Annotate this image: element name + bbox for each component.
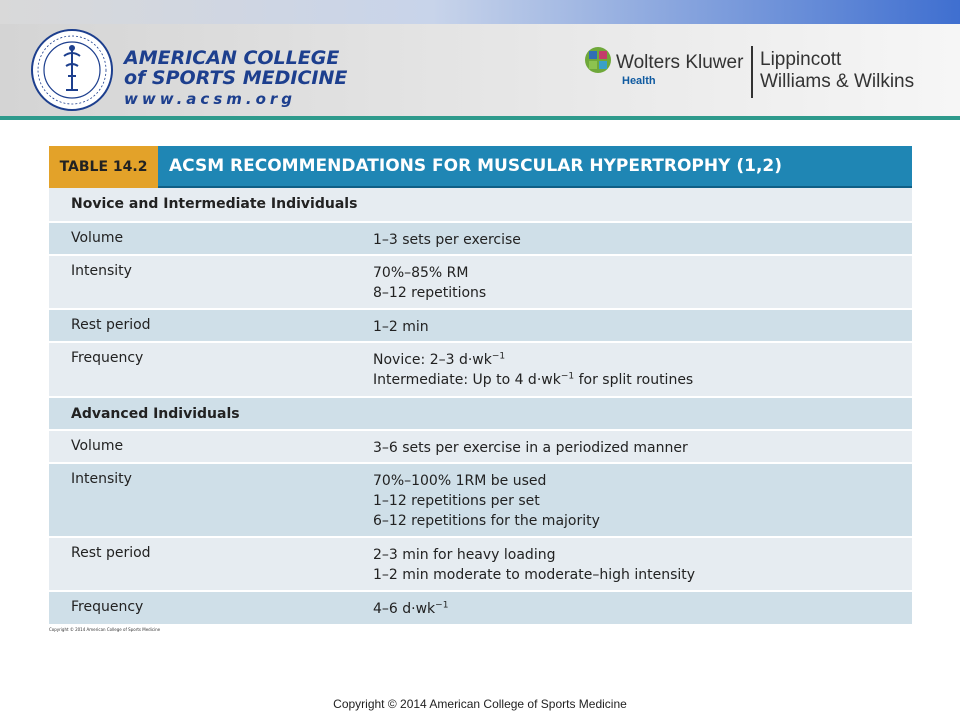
table-row xyxy=(49,254,912,308)
lww-name-line1: Lippincott xyxy=(760,49,842,70)
table-row xyxy=(49,462,912,536)
value-line: Intermediate: Up to 4 $d\cdot wk^{-1}$ for split routines xyxy=(373,371,694,388)
row-value xyxy=(373,350,693,390)
row-label: Frequency xyxy=(71,350,144,366)
acsm-name-line1: AMERICAN COLLEGE xyxy=(124,47,340,69)
recommendations-table xyxy=(49,146,912,624)
wolters-kluwer-logo-icon xyxy=(584,46,612,74)
row-value xyxy=(373,317,429,337)
section-heading: Advanced Individuals xyxy=(49,396,912,429)
value-line: 1–3 sets per exercise xyxy=(373,232,521,248)
table-copyright: Copyright © 2014 American College of Sports Medicine xyxy=(49,627,161,632)
row-label: Rest period xyxy=(71,545,151,561)
table-row xyxy=(49,221,912,254)
row-value xyxy=(373,471,600,531)
row-label: Intensity xyxy=(71,471,132,487)
value-line: 4–6 $d\cdot wk^{-1}$ xyxy=(373,600,449,617)
value-line: Novice: 2–3 $d\cdot wk^{-1}$ xyxy=(373,351,506,368)
section-heading: Novice and Intermediate Individuals xyxy=(49,188,912,221)
acsm-url: www.acsm.org xyxy=(124,90,297,108)
lww-name-line2: Williams & Wilkins xyxy=(760,71,915,92)
value-line: 3–6 sets per exercise in a periodized manner xyxy=(373,440,688,456)
row-value xyxy=(373,438,688,458)
row-label: Intensity xyxy=(71,263,132,279)
row-value xyxy=(373,545,695,585)
acsm-name-line2: of SPORTS MEDICINE xyxy=(124,67,348,89)
table-row xyxy=(49,536,912,590)
value-line: 1–2 min moderate to moderate–high intensity xyxy=(373,567,696,583)
slide-footer-copyright: Copyright © 2014 American College of Sports Medicine xyxy=(333,697,627,711)
value-line: 70%–85% RM xyxy=(373,265,469,281)
value-line: 1–2 min xyxy=(373,319,429,335)
table-row xyxy=(49,590,912,624)
table-header xyxy=(49,146,912,188)
acsm-seal-icon xyxy=(30,28,114,112)
acsm-wordmark xyxy=(124,47,348,108)
value-line: 1–12 repetitions per set xyxy=(373,493,540,509)
wolters-kluwer-name: Wolters Kluwer xyxy=(616,52,744,73)
value-line: 70%–100% 1RM be used xyxy=(373,473,547,489)
row-label: Frequency xyxy=(71,599,144,615)
row-value xyxy=(373,230,521,250)
table-row xyxy=(49,429,912,462)
header-top-stripe xyxy=(0,0,960,24)
row-value xyxy=(373,599,448,619)
row-value xyxy=(373,263,486,303)
value-line: 6–12 repetitions for the majority xyxy=(373,513,600,529)
table-number: TABLE 14.2 xyxy=(49,146,158,188)
header-bottom-rule xyxy=(0,116,960,120)
value-line: 8–12 repetitions xyxy=(373,285,487,301)
row-label: Rest period xyxy=(71,317,151,333)
table-row xyxy=(49,341,912,396)
row-label: Volume xyxy=(71,438,124,454)
row-label: Volume xyxy=(71,230,124,246)
wolters-kluwer-health: Health xyxy=(622,75,656,87)
value-line: 2–3 min for heavy loading xyxy=(373,547,556,563)
table-row xyxy=(49,308,912,341)
logo-divider xyxy=(751,46,753,98)
table-title: ACSM RECOMMENDATIONS FOR MUSCULAR HYPERTROPHY (1,2) xyxy=(169,156,783,176)
